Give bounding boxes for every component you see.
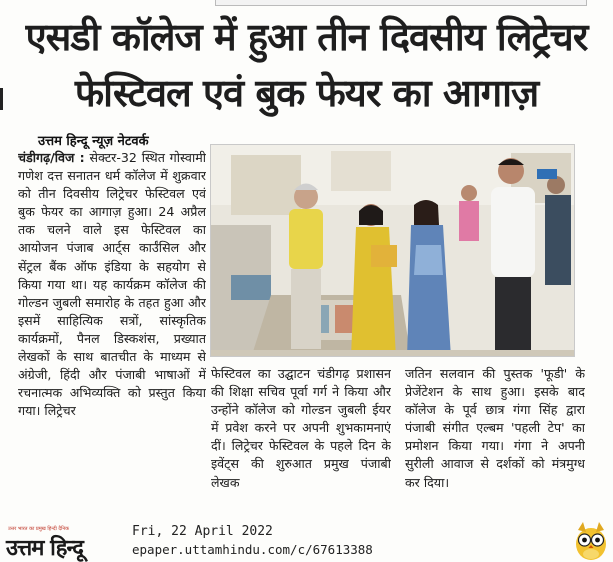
dateline: चंडीगढ़/विज : [18, 150, 85, 165]
logo-tagline: उत्तर भारत का प्रमुख हिन्दी दैनिक [8, 526, 69, 532]
article-column-2: फेस्टिवल का उद्घाटन चंडीगढ़ प्रशासन की शिक्षा सचिव पूर्वा गर्ग ने किया और उन्होंने कॉलेज को गोल्डन जुबली ईयर में प्रवेश करने पर अपनी शुभकामनाएं दीं। लिट्रेचर फेस्टिवल के पहले दिन के इवेंट्स की शुरुआत प्रमुख पंजाबी लेखक [211, 366, 391, 490]
column-1-text: स्थित गोस्वामी गणेश दत्त सनातन धर्म कॉलेज में शुक्रवार को तीन दिवसीय लिट्रेचर फेस्टिवल एवं बुक फेयर का आगाज़ हुआ। 24 अप्रैल तक चलने वाले इस फेस्टिवल का आयोजन पंजाब आर्ट्स कार्उंसिल और सेंट्रल बैंक ऑफ इंडिया के सहयोग से किया गया था। यह कार्यक्रम कॉलेज की गोल्डन जुबली समारोह के तहत हुआ और इसमें साहित्यिक सत्रों, सांस्कृतिक कार्यक्रमों, पैनल डिस्कशंस, प्रख्यात लेखकों के साथ बातचीत के माध्यम से अंग्रेजी, हिंदी और पंजाबी भाषाओं में रचनात्मक अभिव्यक्ति को प्रस्तुत किया गया। लिट्रेचर [18, 150, 206, 419]
uttam-hindu-logo[interactable] [4, 526, 124, 561]
event-photo [210, 144, 575, 357]
event-photo-illustration [211, 145, 575, 357]
byline-network: उत्तम हिन्दू न्यूज़ नेटवर्क [38, 134, 149, 149]
article-column-3: जतिन सलवान की पुस्तक 'फूडी' के प्रेजेंटेशन के साथ हुआ। इसके बाद कॉलेज के पूर्व छात्र गंगा सिंह द्वारा पंजाबी संगीत एल्बम 'पहली टेप' का प्रमोशन किया गया। गंगा ने अपनी सुरीली आवाज से दर्शकों को मंत्रमुग्ध कर दिया। [405, 366, 585, 490]
lead-text: सेक्टर-32 [89, 150, 137, 165]
previous-article-edge [215, 0, 587, 6]
edition-date: Fri, 22 April 2022 [132, 524, 273, 539]
article-column-1 [18, 149, 206, 509]
logo-wordmark: उत्तम हिन्दू [6, 535, 83, 561]
headline-line-2: फेस्टिवल एवं बुक फेयर का आगाज़ [74, 71, 539, 115]
headline-line-1: एसडी कॉलेज में हुआ तीन दिवसीय लिट्रेचर [25, 15, 588, 59]
epaper-url-link[interactable]: epaper.uttamhindu.com/c/67613388 [132, 542, 373, 557]
epaper-footer [0, 518, 613, 562]
owl-mascot-icon [572, 518, 610, 562]
